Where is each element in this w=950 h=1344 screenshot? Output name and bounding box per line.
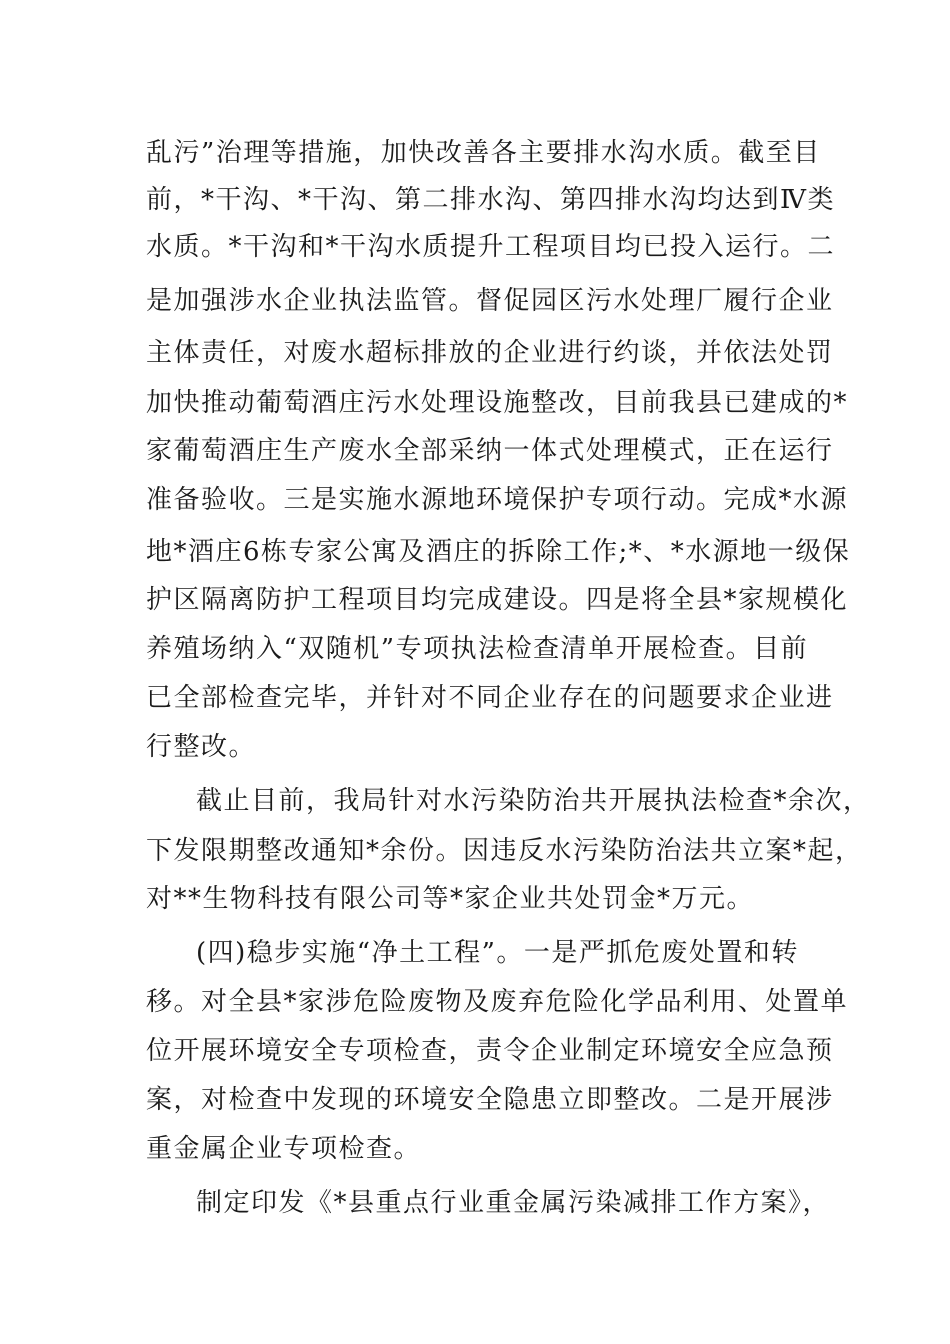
text-line: 案，对检查中发现的环境安全隐患立即整改。二是开展涉 <box>146 1085 834 1115</box>
text-line: 截止目前，我局针对水污染防治共开展执法检查*余次， <box>196 786 871 816</box>
text-line: 对**生物科技有限公司等*家企业共处罚金*万元。 <box>146 884 755 914</box>
text-line: 行整改。 <box>146 732 257 762</box>
text-line: 主体责任，对废水超标排放的企业进行约谈，并依法处罚 <box>146 338 834 368</box>
text-line: 准备验收。三是实施水源地环境保护专项行动。完成*水源 <box>146 485 849 515</box>
text-line: 已全部检查完毕，并针对不同企业存在的问题要求企业进 <box>146 683 834 713</box>
text-line: 地*酒庄6栋专家公寓及酒庄的拆除工作;*、*水源地一级保 <box>146 537 851 567</box>
text-line: 位开展环境安全专项检查，责令企业制定环境安全应急预 <box>146 1036 834 1066</box>
text-line: 前，*干沟、*干沟、第二排水沟、第四排水沟均达到Ⅳ类 <box>146 185 835 215</box>
text-line: 是加强涉水企业执法监管。督促园区污水处理厂履行企业 <box>146 286 834 316</box>
text-line: 养殖场纳入“双随机”专项执法检查清单开展检查。目前 <box>146 634 809 664</box>
text-line: 制定印发《*县重点行业重金属污染减排工作方案》， <box>196 1188 831 1218</box>
text-line: 乱污”治理等措施，加快改善各主要排水沟水质。截至目 <box>146 138 821 168</box>
text-line: 水质。*干沟和*干沟水质提升工程项目均已投入运行。二 <box>146 232 836 262</box>
text-line: 家葡萄酒庄生产废水全部采纳一体式处理模式，正在运行 <box>146 436 834 466</box>
text-line: 重金属企业专项检查。 <box>146 1134 422 1164</box>
text-line: 护区隔离防护工程项目均完成建设。四是将全县*家规模化 <box>146 585 849 615</box>
text-line: 移。对全县*家涉危险废物及废弃危险化学品利用、处置单 <box>146 987 849 1017</box>
text-line: (四)稳步实施“净土工程”。一是严抓危废处置和转 <box>196 938 799 968</box>
text-line: 加快推动葡萄酒庄污水处理设施整改，目前我县已建成的* <box>146 388 849 418</box>
text-line: 下发限期整改通知*余份。因违反水污染防治法共立案*起， <box>146 836 863 866</box>
